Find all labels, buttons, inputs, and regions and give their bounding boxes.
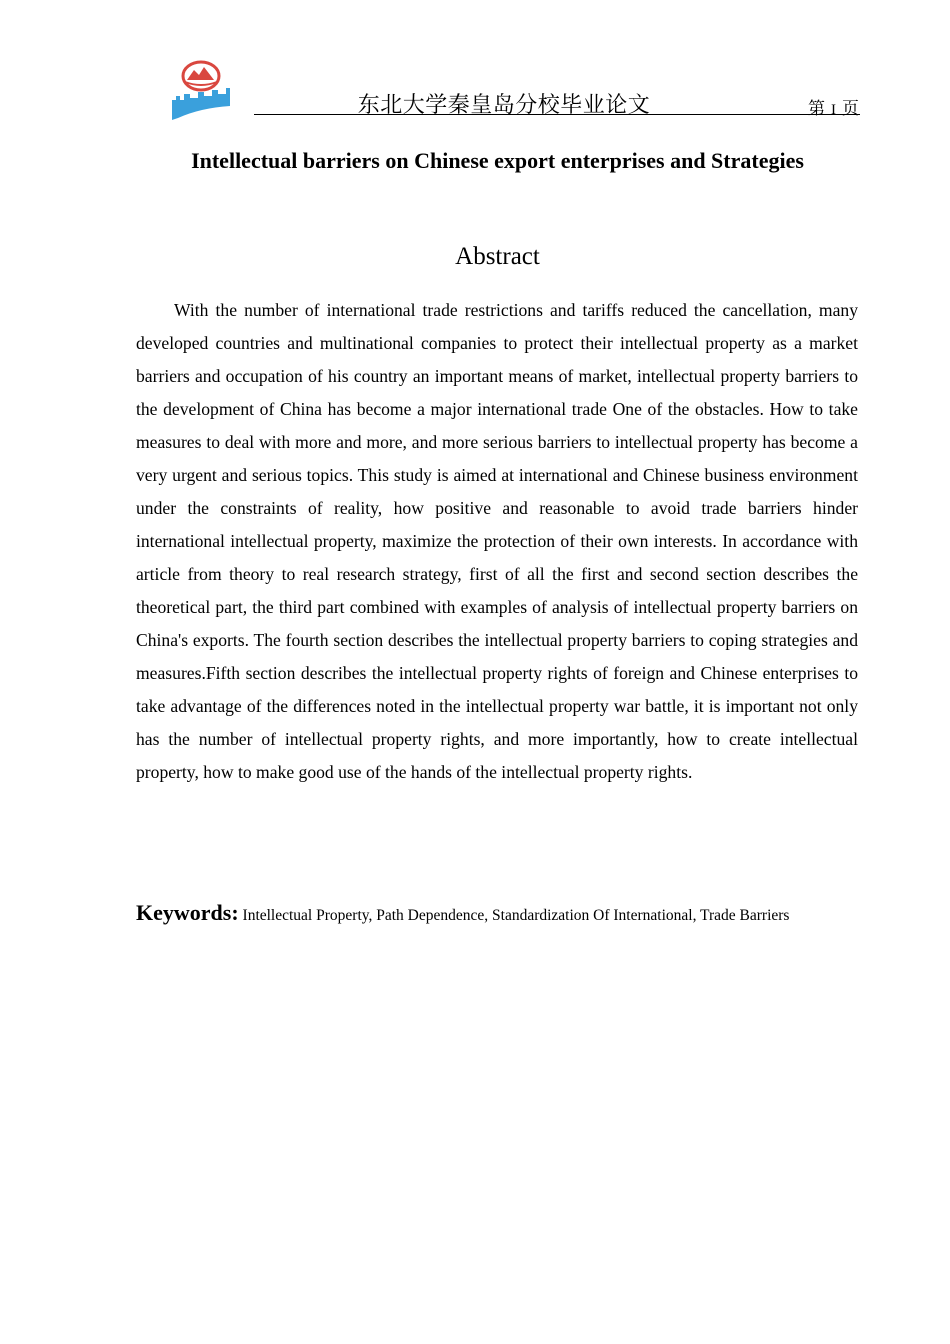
page-prefix: 第 xyxy=(808,99,825,119)
page-number-label xyxy=(808,94,859,119)
paper-title: Intellectual barriers on Chinese export enterprises and Strategies xyxy=(191,148,804,173)
university-logo-icon xyxy=(170,58,232,122)
university-header-title: 东北大学秦皇岛分校毕业论文 xyxy=(357,93,651,118)
page-suffix: 页 xyxy=(842,99,859,119)
keywords-value: Intellectual Property, Path Dependence, Standardization Of International, Trade Barriers xyxy=(242,907,790,924)
page-number: I xyxy=(831,102,836,118)
header-rule xyxy=(254,114,860,115)
keywords-label: Keywords: xyxy=(136,900,239,925)
abstract-heading: Abstract xyxy=(455,243,540,270)
keywords-line xyxy=(136,900,876,926)
abstract-body: With the number of international trade restrictions and tariffs reduced the cancellation, many developed countries and multinational companies to protect their intellectual property as a market barriers and occupation of his country an important means of market, intellectual property barriers to the development of China has become a major international trade One of the obstacles. How to take measures to deal with more and more, and more serious barriers to intellectual property has become a very urgent and serious topics. This study is aimed at international and Chinese business environment under the constraints of reality, how positive and reasonable to avoid trade barriers hinder international intellectual property, maximize the protection of their own interests. In accordance with article from theory to real research strategy, first of all the first and second section describes the theoretical part, the third part combined with examples of analysis of intellectual property barriers on China's exports. The fourth section describes the intellectual property barriers to coping strategies and measures.Fifth section describes the intellectual property rights of foreign and Chinese enterprises to take advantage of the differences noted in the intellectual property war battle, it is important not only has the number of intellectual property rights, and more importantly, how to create intellectual property, how to make good use of the hands of the intellectual property rights. xyxy=(136,300,858,782)
